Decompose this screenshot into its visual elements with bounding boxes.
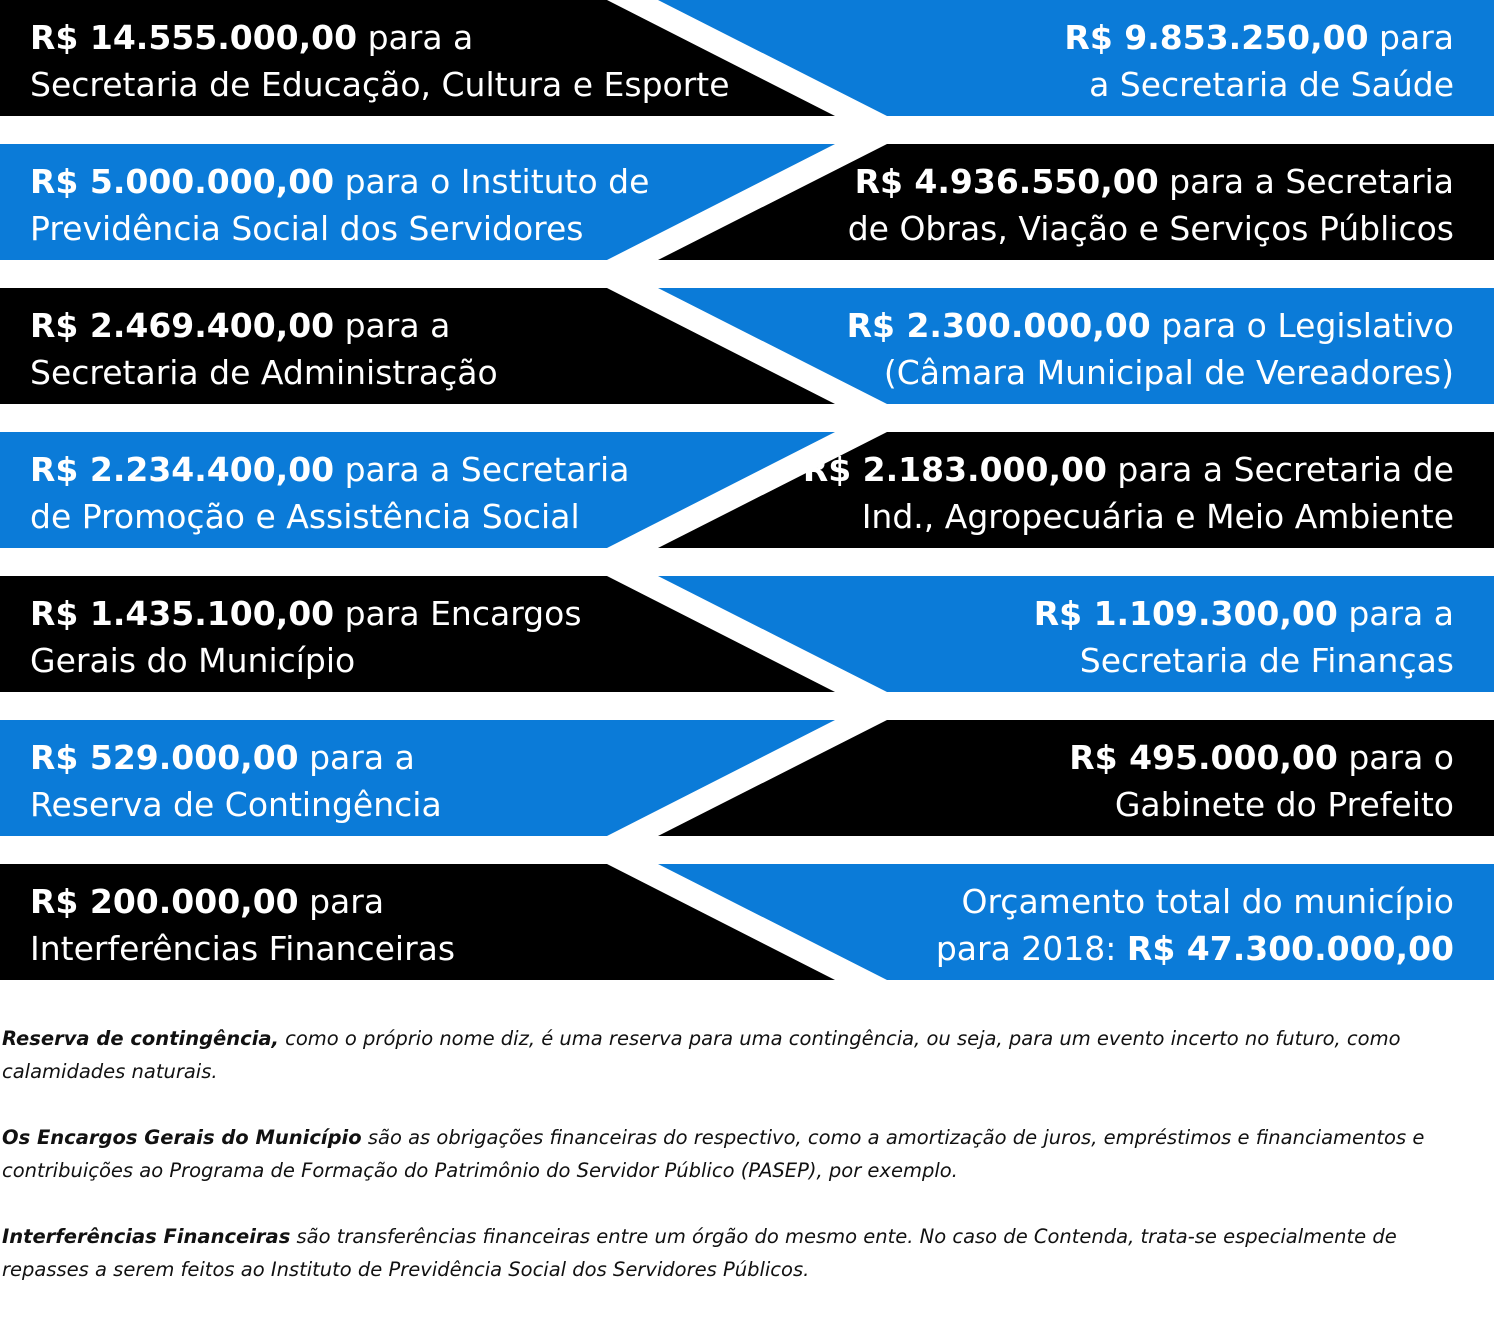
note-reserva — [2, 1022, 1482, 1088]
note-term: Os Encargos Gerais do Município — [2, 1126, 362, 1149]
banner-line-2: Gabinete do Prefeito — [1114, 785, 1454, 824]
banner-line-1 — [848, 158, 1454, 205]
banner-line-2: Previdência Social dos Servidores — [30, 209, 584, 248]
banner-line-1 — [30, 734, 442, 781]
label-start: para — [1368, 18, 1454, 57]
label-start: para — [298, 882, 385, 921]
label-start: para o — [1337, 738, 1454, 777]
label-start: para a Secretaria — [1158, 162, 1454, 201]
banner-right-text-4 — [1034, 590, 1454, 684]
banner-line-1 — [1064, 14, 1454, 61]
banner-line-1 — [30, 446, 629, 493]
amount: R$ 5.000.000,00 — [30, 162, 335, 201]
banner-left-text-5 — [30, 734, 442, 828]
banner-left-text-2 — [30, 302, 498, 396]
label-start: para a — [1337, 594, 1454, 633]
amount: R$ 2.234.400,00 — [30, 450, 335, 489]
banner-line-1 — [1034, 590, 1454, 637]
amount: R$ 200.000,00 — [30, 882, 299, 921]
banner-total-text — [936, 878, 1454, 972]
banner-right-text-3 — [803, 446, 1454, 540]
label-start: para o Legislativo — [1150, 306, 1454, 345]
banner-line-2: (Câmara Municipal de Vereadores) — [883, 353, 1454, 392]
label-start: para a — [357, 18, 474, 57]
total-amount: R$ 47.300.000,00 — [1126, 929, 1454, 968]
total-line-2 — [936, 925, 1454, 972]
banner-right-text-5 — [1069, 734, 1454, 828]
banner-left-text-4 — [30, 590, 582, 684]
amount: R$ 2.469.400,00 — [30, 306, 335, 345]
banner-line-2: Reserva de Contingência — [30, 785, 442, 824]
amount: R$ 4.936.550,00 — [854, 162, 1159, 201]
amount: R$ 1.109.300,00 — [1033, 594, 1338, 633]
banner-line-2: a Secretaria de Saúde — [1089, 65, 1454, 104]
amount: R$ 529.000,00 — [30, 738, 299, 777]
banner-line-1 — [847, 302, 1454, 349]
note-encargos — [2, 1121, 1482, 1187]
amount: R$ 495.000,00 — [1069, 738, 1338, 777]
banner-line-2: Interferências Financeiras — [30, 929, 456, 968]
banner-line-2: Secretaria de Educação, Cultura e Esporte — [30, 65, 730, 104]
amount: R$ 1.435.100,00 — [30, 594, 335, 633]
banner-line-1 — [30, 302, 498, 349]
banner-line-2: de Obras, Viação e Serviços Públicos — [847, 209, 1454, 248]
label-start: para o Instituto de — [334, 162, 650, 201]
label-start: para a — [334, 306, 451, 345]
total-line-1: Orçamento total do município — [961, 882, 1454, 921]
banner-left-text-6 — [30, 878, 455, 972]
note-text: são transferências financeiras entre um órgão do mesmo ente. No caso de Contenda, trata-se especialmente de repasses a serem feitos ao Instituto de Previdência Social dos Servidores Públicos. — [2, 1225, 1397, 1281]
banner-right-text-0 — [1064, 14, 1454, 108]
label-start: para a Secretaria de — [1106, 450, 1454, 489]
total-prefix: para 2018: — [935, 929, 1127, 968]
banner-line-1 — [30, 590, 582, 637]
amount: R$ 9.853.250,00 — [1064, 18, 1369, 57]
banner-line-1 — [803, 446, 1454, 493]
banner-line-2: Gerais do Município — [30, 641, 356, 680]
banner-line-2: Ind., Agropecuária e Meio Ambiente — [861, 497, 1454, 536]
banner-line-1 — [30, 158, 649, 205]
banner-line-1 — [1069, 734, 1454, 781]
note-term: Reserva de contingência, — [2, 1027, 279, 1050]
banner-left-text-1 — [30, 158, 649, 252]
banner-line-1 — [30, 878, 455, 925]
amount: R$ 2.300.000,00 — [846, 306, 1151, 345]
banner-left-text-3 — [30, 446, 629, 540]
label-start: para a Secretaria — [334, 450, 630, 489]
banner-right-text-2 — [847, 302, 1454, 396]
banner-line-2: de Promoção e Assistência Social — [30, 497, 580, 536]
amount: R$ 2.183.000,00 — [802, 450, 1107, 489]
label-start: para Encargos — [334, 594, 582, 633]
banner-left-text-0 — [30, 14, 730, 108]
note-interferencias — [2, 1220, 1482, 1286]
banner-right-text-1 — [848, 158, 1454, 252]
definitions-notes — [2, 1022, 1482, 1319]
banner-line-2: Secretaria de Finanças — [1079, 641, 1454, 680]
banner-line-2: Secretaria de Administração — [30, 353, 498, 392]
note-term: Interferências Financeiras — [2, 1225, 291, 1248]
label-start: para a — [298, 738, 415, 777]
note-text: são as obrigações financeiras do respectivo, como a amortização de juros, empréstimos e financiamentos e contribuições ao Programa de Formação do Patrimônio do Servidor Público (PASEP), por exemplo. — [2, 1126, 1425, 1182]
amount: R$ 14.555.000,00 — [30, 18, 358, 57]
banner-line-1 — [30, 14, 730, 61]
note-text: como o próprio nome diz, é uma reserva para uma contingência, ou seja, para um evento incerto no futuro, como calamidades naturais. — [2, 1027, 1401, 1083]
